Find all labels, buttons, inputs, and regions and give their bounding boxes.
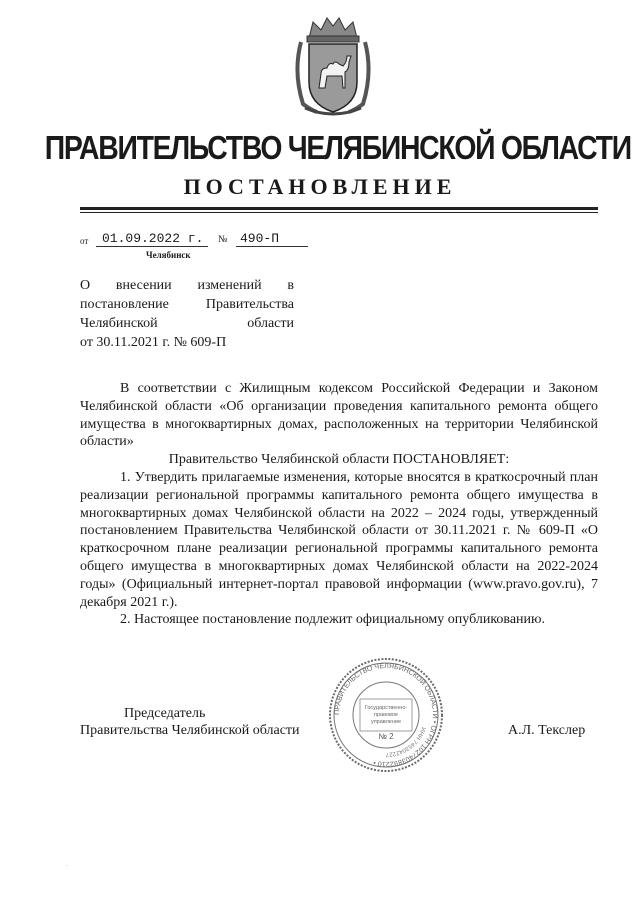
svg-text:правовое: правовое	[374, 712, 398, 718]
svg-text:Государственно-: Государственно-	[364, 705, 408, 711]
resolution-item-2: 2. Настоящее постановление подлежит официальному опубликованию.	[120, 612, 545, 628]
svg-text:управление: управление	[370, 719, 402, 725]
number-prefix-label: №	[218, 234, 228, 245]
signatory-title: Председатель	[124, 706, 206, 721]
resolves-statement: Правительство Челябинской области ПОСТАНОВЛЯЕТ:	[168, 452, 510, 468]
document-number: 490-П	[240, 231, 280, 246]
document-body	[80, 380, 598, 629]
subject-line: Челябинской области	[80, 316, 294, 331]
preamble-paragraph: В соответствии с Жилищным кодексом Российской Федерации и Законом Челябинской области «Об организации проведения капитального ремонта общего имущества в многоквартирных домах, расположенных на территории Челябинской области»	[80, 381, 598, 450]
document-subject	[80, 276, 294, 352]
date-prefix-label: от	[80, 236, 89, 246]
svg-text:ПРАВИТЕЛЬСТВО ЧЕЛЯБИНСКОЙ ОБЛА: ПРАВИТЕЛЬСТВО ЧЕЛЯБИНСКОЙ ОБЛАСТИ • ОГРН 1027403892210 •	[333, 662, 439, 768]
number-underline	[236, 246, 308, 247]
official-seal-stamp	[326, 655, 446, 775]
scan-speck: .	[66, 862, 68, 868]
subject-line: О внесении изменений в	[80, 278, 294, 293]
signatory-name: А.Л. Текслер	[508, 723, 586, 738]
subject-line: от 30.11.2021 г. № 609-П	[80, 335, 227, 350]
svg-text:№ 2: № 2	[378, 732, 394, 741]
city-label: Челябинск	[146, 250, 191, 260]
government-title: ПРАВИТЕЛЬСТВО ЧЕЛЯБИНСКОЙ ОБЛАСТИ	[44, 129, 631, 166]
svg-text:ИНН 7453042227: ИНН 7453042227	[385, 726, 426, 758]
header-rule-thin	[80, 212, 598, 213]
document-date: 01.09.2022 г.	[102, 231, 204, 246]
document-type-heading: ПОСТАНОВЛЕНИЕ	[183, 174, 457, 199]
header-rule-thick	[80, 207, 598, 210]
coat-of-arms-emblem	[291, 12, 375, 118]
signatory-organization: Правительства Челябинской области	[80, 723, 300, 738]
subject-line: постановление Правительства	[80, 297, 294, 312]
date-underline	[96, 246, 208, 247]
resolution-item-1: 1. Утвердить прилагаемые изменения, которые вносятся в краткосрочный план реализации региональной программы капитального ремонта общего имущества в многоквартирных домах Челябинской области на 2022 – 2024 годы, утвержденный постановлением Правительства Челябинской области от 30.11.2021 г. № 609-П «О краткосрочном плане реализации региональной программы капитального ремонта общего имущества в многоквартирных домах Челябинской области на 2022-2024 годы» (Официальный интернет-портал правовой информации (www.pravo.gov.ru), 7 декабря 2021 г.).	[80, 469, 598, 610]
